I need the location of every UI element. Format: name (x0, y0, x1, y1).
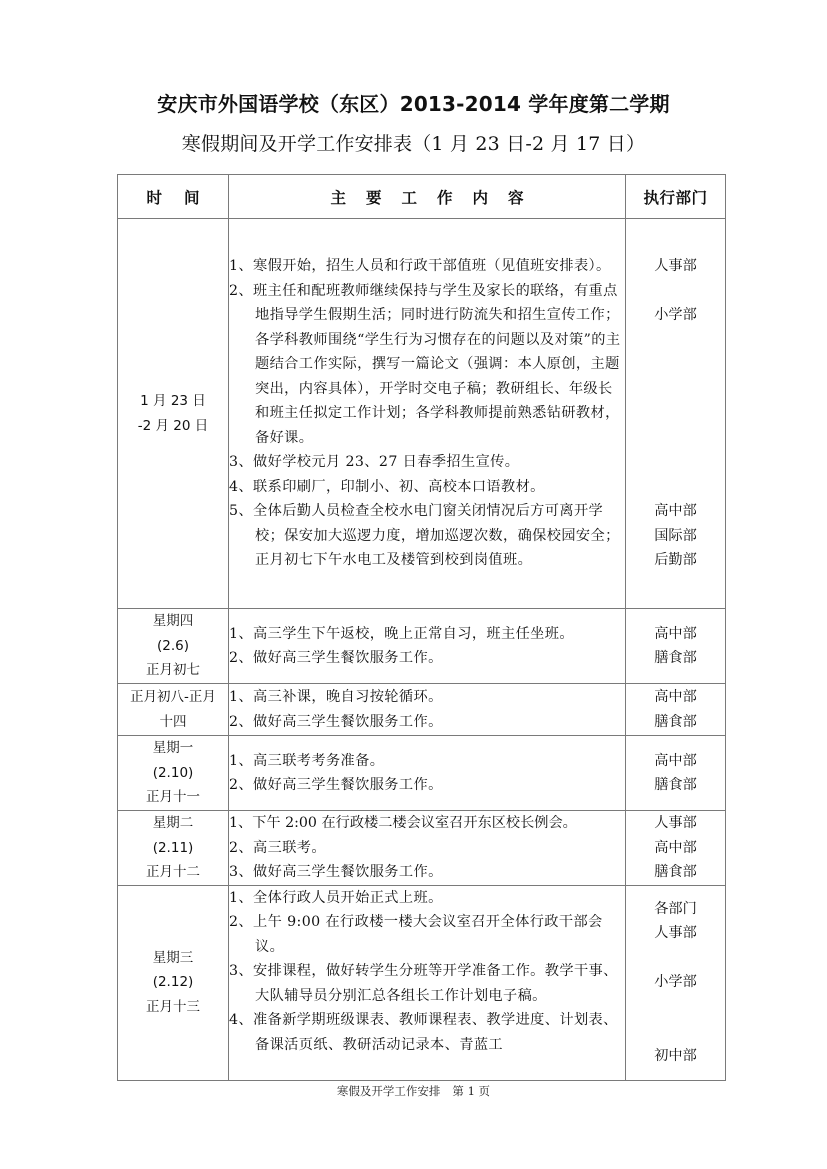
work-item: 3、做好高三学生餐饮服务工作。 (229, 864, 443, 880)
table-row (118, 811, 726, 886)
time-cell (118, 885, 229, 1080)
department-name: 国际部 (654, 527, 697, 544)
department-name (626, 401, 725, 426)
header-content: 主要工作内容 (229, 175, 626, 219)
department-name: 膳食部 (654, 650, 697, 666)
department-name: 高中部 (654, 503, 697, 520)
content-cell (229, 219, 626, 609)
department-name: 高中部 (654, 625, 697, 642)
department-name (626, 377, 725, 402)
department-name: 人事部 (654, 925, 697, 942)
time-line: (2.11) (152, 839, 194, 856)
department-name (626, 279, 725, 304)
work-item: 2、班主任和配班教师继续保持与学生及家长的联络，有重点地指导学生假期生活；同时进行防流失和招生宣传工作；各学科教师围绕“学生行为习惯存在的问题以及对策”的主题结合工作实际，撰写一篇论文（强调：本人原创，主题突出，内容具体），开学时交电子稿；教研组长、年级长和班主任拟定工作计划；各学科教师提前熟悉钻研教材，备好课。 (229, 282, 621, 446)
time-line: 星期二 (152, 815, 194, 831)
content-cell (229, 811, 626, 886)
work-item: 1、高三补课，晚自习按轮循环。 (229, 689, 443, 705)
footer-text: 寒假及开学工作安排 (336, 1084, 441, 1098)
content-cell (229, 609, 626, 684)
work-item: 1、高三联考考务准备。 (229, 752, 385, 769)
work-item: 2、上午 9:00 在行政楼一楼大会议室召开全体行政干部会议。 (229, 914, 603, 955)
table-row (118, 684, 726, 736)
time-cell (118, 736, 229, 811)
work-item: 1、下午 2:00 在行政楼二楼会议室召开东区校长例会。 (229, 815, 577, 831)
time-line: 十四 (159, 713, 187, 730)
time-cell (118, 684, 229, 736)
department-name (626, 328, 725, 353)
department-name: 高中部 (654, 689, 697, 705)
department-name: 初中部 (654, 1047, 697, 1064)
department-name (626, 426, 725, 451)
table-row (118, 219, 726, 609)
page-footer (0, 1083, 827, 1099)
content-cell (229, 684, 626, 736)
document-subtitle: 寒假期间及开学工作安排表（1 月 23 日-2 月 17 日） (181, 133, 646, 155)
table-row (118, 885, 726, 1080)
table-row (118, 736, 726, 811)
work-item: 2、做好高三学生餐饮服务工作。 (229, 777, 443, 793)
time-cell (118, 219, 229, 609)
department-cell (626, 609, 726, 684)
time-line: 星期三 (152, 949, 194, 966)
table-row (118, 609, 726, 684)
department-name: 膳食部 (654, 713, 697, 730)
department-cell (626, 811, 726, 886)
table-header-row (118, 175, 726, 219)
department-name: 人事部 (654, 258, 697, 275)
time-line: (2.12) (152, 974, 194, 991)
work-item: 5、全体后勤人员检查全校水电门窗关闭情况后方可离开学校；保安加大巡逻力度，增加巡逻次数，确保校园安全；正月初七下午水电工及楼管到校到岗值班。 (229, 503, 620, 569)
department-cell (626, 736, 726, 811)
work-item: 2、高三联考。 (229, 839, 326, 856)
time-line: (2.10) (152, 764, 194, 781)
time-line: 星期四 (152, 613, 194, 630)
work-item: 2、做好高三学生餐饮服务工作。 (229, 650, 443, 666)
department-name: 人事部 (654, 815, 697, 831)
work-item: 2、做好高三学生餐饮服务工作。 (229, 713, 443, 730)
page-number: 第 1 页 (452, 1084, 491, 1098)
department-name: 小学部 (654, 307, 697, 324)
time-line: 正月初八-正月 (130, 689, 216, 705)
department-name (626, 995, 725, 1020)
department-name (626, 1019, 725, 1044)
time-line: 正月十三 (146, 998, 200, 1015)
time-line: 1 月 23 日 (140, 393, 206, 409)
time-line: 星期一 (152, 740, 194, 757)
time-line: -2 月 20 日 (137, 417, 209, 434)
department-name: 各部门 (654, 900, 697, 917)
content-cell (229, 736, 626, 811)
work-item: 1、寒假开始，招生人员和行政干部值班（见值班安排表）。 (229, 258, 611, 275)
department-cell (626, 885, 726, 1080)
time-line: 正月初七 (146, 662, 200, 679)
department-cell (626, 219, 726, 609)
time-line: 正月十二 (146, 864, 200, 880)
department-cell (626, 684, 726, 736)
department-name (626, 352, 725, 377)
document-title: 安庆市外国语学校（东区）2013-2014 学年度第二学期 (157, 92, 670, 116)
work-item: 1、全体行政人员开始正式上班。 (229, 889, 443, 906)
department-name (626, 450, 725, 475)
schedule-table (117, 174, 726, 1081)
work-item: 4、联系印刷厂，印制小、初、高校本口语教材。 (229, 478, 545, 495)
content-cell (229, 885, 626, 1080)
time-line: 正月十一 (146, 789, 200, 806)
department-name: 高中部 (654, 752, 697, 769)
department-name: 后勤部 (654, 552, 697, 569)
department-name (626, 475, 725, 500)
time-line: (2.6) (156, 637, 189, 654)
department-name: 膳食部 (654, 777, 697, 793)
time-cell (118, 811, 229, 886)
work-item: 3、安排课程，做好转学生分班等开学准备工作。教学干事、大队辅导员分别汇总各组长工作计划电子稿。 (229, 963, 618, 1004)
department-name: 高中部 (654, 839, 697, 856)
work-item: 1、高三学生下午返校，晚上正常自习，班主任坐班。 (229, 625, 574, 642)
work-item: 4、准备新学期班级课表、教师课程表、教学进度、计划表、备课活页纸、教研活动记录本、青蓝工 (229, 1012, 618, 1053)
time-cell (118, 609, 229, 684)
header-time: 时间 (118, 175, 229, 219)
header-department: 执行部门 (626, 175, 726, 219)
department-name: 膳食部 (654, 864, 697, 880)
department-name (626, 946, 725, 971)
work-item: 3、做好学校元月 23、27 日春季招生宣传。 (229, 454, 520, 471)
department-name: 小学部 (654, 974, 697, 991)
